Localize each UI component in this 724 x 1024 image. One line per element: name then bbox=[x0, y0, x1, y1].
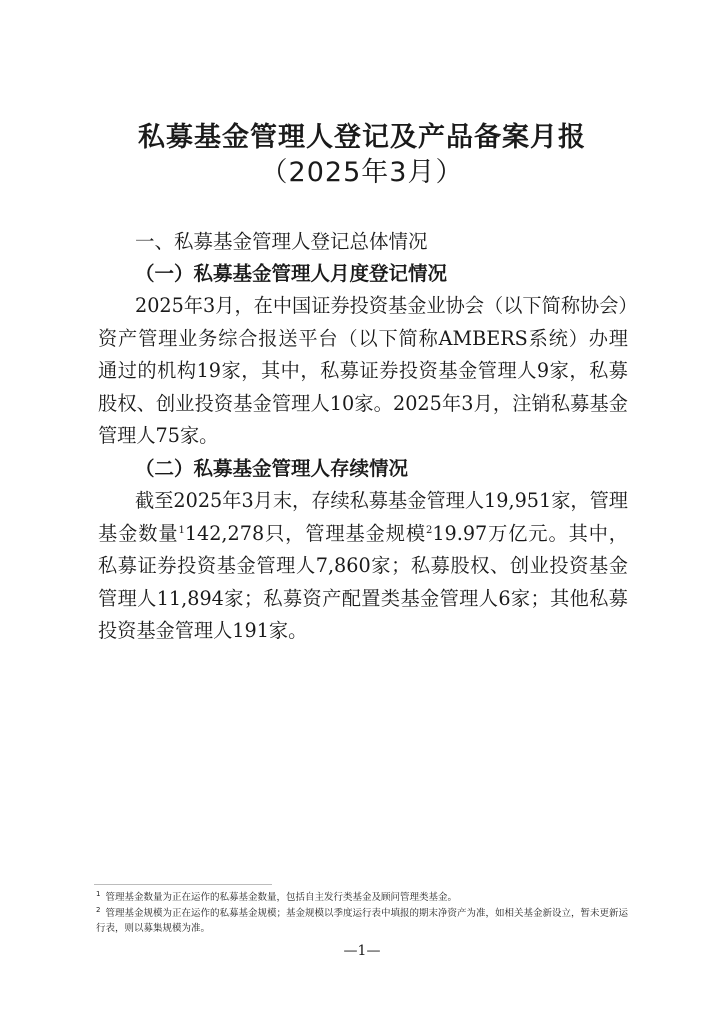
paragraph-text-part: 142,278只，管理基金规模 bbox=[184, 521, 426, 545]
footnote-mark: 1 bbox=[96, 890, 101, 898]
footnote-1 bbox=[96, 890, 636, 906]
footnote-reference-2[interactable]: 2 bbox=[425, 524, 433, 536]
report-period: （2025年3月） bbox=[260, 157, 464, 188]
paragraph-monthly-registration: 2025年3月，在中国证券投资基金业协会（以下简称协会）资产管理业务综合报送平台（以下简称AMBERS系统）办理通过的机构19家，其中，私募证券投资基金管理人9家，私募股权、创业投资基金管理人10家。2025年3月，注销私募基金管理人75家。 bbox=[98, 294, 628, 447]
footnotes bbox=[96, 890, 636, 937]
footnote-reference-1[interactable]: 1 bbox=[178, 524, 185, 536]
footnote-text: 管理基金规模为正在运作的私募基金规模；基金规模以季度运行表中填报的期末净资产为准，如相关基金新设立，暂未更新运行表，则以募集规模为准。 bbox=[96, 907, 628, 934]
footnote-divider bbox=[94, 884, 272, 885]
report-title: 私募基金管理人登记及产品备案月报 bbox=[138, 122, 586, 153]
paragraph-existing-managers bbox=[98, 485, 628, 648]
footnote-mark: 2 bbox=[96, 905, 101, 914]
footnote-2 bbox=[96, 906, 636, 937]
paragraph-text-part: 19.97万亿元。其中，私募证券投资基金管理人7,860家；私募股权、创业投资基金管理人11,894家；私募资产配置类基金管理人6家；其他私募投资基金管理人191家。 bbox=[98, 521, 628, 642]
subsection-heading-monthly-registration: （一）私募基金管理人月度登记情况 bbox=[135, 262, 448, 285]
section-heading-1: 一、私募基金管理人登记总体情况 bbox=[135, 230, 428, 253]
page-number: —1— bbox=[343, 943, 381, 959]
footnote-text: 管理基金数量为正在运作的私募基金数量，包括自主发行类基金及顾问管理类基金。 bbox=[105, 892, 457, 903]
paragraph-text-part: 截至2025年3月末，存续私募基金管理人19,951家，管理基金数量 bbox=[98, 489, 628, 545]
subsection-heading-existing-managers: （二）私募基金管理人存续情况 bbox=[135, 457, 409, 480]
